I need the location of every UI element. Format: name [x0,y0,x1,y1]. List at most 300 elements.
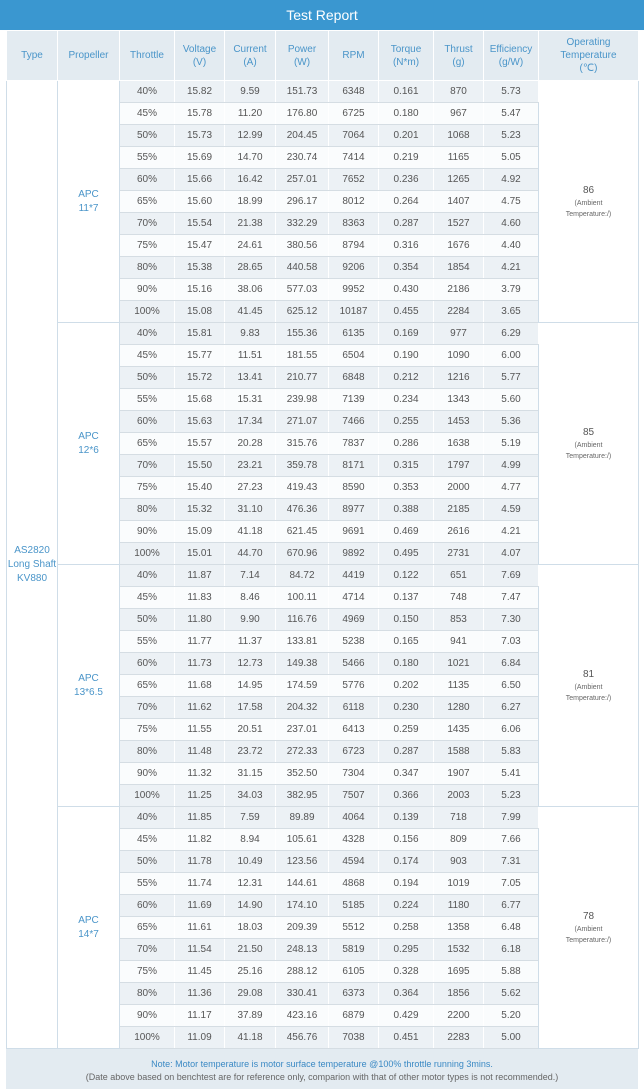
current-cell: 31.10 [225,499,276,521]
col-header-rpm: RPM [329,31,379,81]
throttle-cell: 90% [120,763,175,785]
torque-cell: 0.219 [379,147,434,169]
footnote [6,1049,638,1089]
voltage-cell: 11.17 [175,1005,225,1027]
col-header-thrust: Thrust (g) [434,31,484,81]
current-cell: 21.50 [225,939,276,961]
efficiency-cell: 4.92 [484,169,539,191]
propeller-cell: APC 14*7 [58,807,120,1049]
power-cell: 625.12 [276,301,329,323]
throttle-cell: 60% [120,411,175,433]
throttle-cell: 40% [120,807,175,829]
current-cell: 8.94 [225,829,276,851]
current-cell: 9.90 [225,609,276,631]
voltage-cell: 11.87 [175,565,225,587]
voltage-cell: 11.36 [175,983,225,1005]
thrust-cell: 1090 [434,345,484,367]
efficiency-cell: 6.00 [484,345,539,367]
current-cell: 10.49 [225,851,276,873]
col-header-efficiency: Efficiency (g/W) [484,31,539,81]
power-cell: 315.76 [276,433,329,455]
current-cell: 13.41 [225,367,276,389]
voltage-cell: 15.69 [175,147,225,169]
torque-cell: 0.190 [379,345,434,367]
power-cell: 359.78 [276,455,329,477]
thrust-cell: 1165 [434,147,484,169]
efficiency-cell: 7.66 [484,829,539,851]
rpm-cell: 10187 [329,301,379,323]
current-cell: 31.15 [225,763,276,785]
table-row [7,565,639,587]
thrust-cell: 2284 [434,301,484,323]
efficiency-cell: 4.77 [484,477,539,499]
power-cell: 176.80 [276,103,329,125]
motor-type-cell: AS2820 Long Shaft KV880 [7,81,58,1049]
torque-cell: 0.201 [379,125,434,147]
rpm-cell: 8590 [329,477,379,499]
torque-cell: 0.156 [379,829,434,851]
voltage-cell: 11.45 [175,961,225,983]
efficiency-cell: 5.23 [484,785,539,807]
power-cell: 105.61 [276,829,329,851]
torque-cell: 0.353 [379,477,434,499]
power-cell: 174.59 [276,675,329,697]
efficiency-cell: 5.47 [484,103,539,125]
voltage-cell: 15.73 [175,125,225,147]
throttle-cell: 45% [120,103,175,125]
current-cell: 27.23 [225,477,276,499]
rpm-cell: 9691 [329,521,379,543]
voltage-cell: 15.54 [175,213,225,235]
current-cell: 11.20 [225,103,276,125]
current-cell: 7.59 [225,807,276,829]
throttle-cell: 50% [120,609,175,631]
efficiency-cell: 6.84 [484,653,539,675]
voltage-cell: 11.80 [175,609,225,631]
torque-cell: 0.316 [379,235,434,257]
current-cell: 41.45 [225,301,276,323]
power-cell: 670.96 [276,543,329,565]
throttle-cell: 80% [120,983,175,1005]
operating-temperature-cell [539,807,639,1049]
voltage-cell: 11.77 [175,631,225,653]
efficiency-cell: 6.27 [484,697,539,719]
rpm-cell: 6725 [329,103,379,125]
power-cell: 272.33 [276,741,329,763]
torque-cell: 0.366 [379,785,434,807]
col-header-temperature: Operating Temperature (℃) [539,31,639,81]
voltage-cell: 15.82 [175,81,225,103]
propeller-cell: APC 11*7 [58,81,120,323]
power-cell: 332.29 [276,213,329,235]
throttle-cell: 60% [120,169,175,191]
thrust-cell: 2200 [434,1005,484,1027]
current-cell: 44.70 [225,543,276,565]
efficiency-cell: 3.65 [484,301,539,323]
voltage-cell: 15.09 [175,521,225,543]
ambient-temperature-note: (Ambient Temperature:/) [565,683,612,702]
torque-cell: 0.137 [379,587,434,609]
thrust-cell: 903 [434,851,484,873]
current-cell: 16.42 [225,169,276,191]
col-header-propeller: Propeller [58,31,120,81]
torque-cell: 0.264 [379,191,434,213]
current-cell: 17.34 [225,411,276,433]
throttle-cell: 70% [120,213,175,235]
torque-cell: 0.150 [379,609,434,631]
current-cell: 11.37 [225,631,276,653]
thrust-cell: 1019 [434,873,484,895]
torque-cell: 0.224 [379,895,434,917]
voltage-cell: 11.25 [175,785,225,807]
efficiency-cell: 7.47 [484,587,539,609]
power-cell: 621.45 [276,521,329,543]
voltage-cell: 15.08 [175,301,225,323]
power-cell: 230.74 [276,147,329,169]
table-row [7,323,639,345]
rpm-cell: 6723 [329,741,379,763]
voltage-cell: 15.57 [175,433,225,455]
voltage-cell: 15.40 [175,477,225,499]
rpm-cell: 7304 [329,763,379,785]
efficiency-cell: 5.20 [484,1005,539,1027]
thrust-cell: 1453 [434,411,484,433]
efficiency-cell: 5.05 [484,147,539,169]
voltage-cell: 11.83 [175,587,225,609]
current-cell: 12.99 [225,125,276,147]
power-cell: 419.43 [276,477,329,499]
voltage-cell: 15.16 [175,279,225,301]
torque-cell: 0.495 [379,543,434,565]
rpm-cell: 7837 [329,433,379,455]
voltage-cell: 11.09 [175,1027,225,1049]
torque-cell: 0.234 [379,389,434,411]
throttle-cell: 100% [120,785,175,807]
efficiency-cell: 4.07 [484,543,539,565]
thrust-cell: 1797 [434,455,484,477]
efficiency-cell: 5.19 [484,433,539,455]
current-cell: 14.90 [225,895,276,917]
torque-cell: 0.259 [379,719,434,741]
efficiency-cell: 3.79 [484,279,539,301]
efficiency-cell: 6.77 [484,895,539,917]
power-cell: 237.01 [276,719,329,741]
throttle-cell: 55% [120,631,175,653]
throttle-cell: 60% [120,895,175,917]
current-cell: 41.18 [225,1027,276,1049]
torque-cell: 0.180 [379,103,434,125]
current-cell: 21.38 [225,213,276,235]
power-cell: 133.81 [276,631,329,653]
torque-cell: 0.287 [379,213,434,235]
rpm-cell: 8171 [329,455,379,477]
thrust-cell: 853 [434,609,484,631]
torque-cell: 0.122 [379,565,434,587]
throttle-cell: 65% [120,675,175,697]
power-cell: 577.03 [276,279,329,301]
thrust-cell: 1407 [434,191,484,213]
footnote-line-2: (Date above based on benchtest are for reference only, comparion with that of other motor types is not recommended.) [85,1072,559,1082]
rpm-cell: 7466 [329,411,379,433]
power-cell: 288.12 [276,961,329,983]
voltage-cell: 11.85 [175,807,225,829]
throttle-cell: 90% [120,279,175,301]
operating-temperature-cell [539,565,639,807]
power-cell: 89.89 [276,807,329,829]
power-cell: 116.76 [276,609,329,631]
torque-cell: 0.469 [379,521,434,543]
rpm-cell: 6413 [329,719,379,741]
efficiency-cell: 7.30 [484,609,539,631]
voltage-cell: 11.73 [175,653,225,675]
thrust-cell: 1265 [434,169,484,191]
col-header-type: Type [7,31,58,81]
current-cell: 29.08 [225,983,276,1005]
voltage-cell: 11.74 [175,873,225,895]
efficiency-cell: 5.88 [484,961,539,983]
throttle-cell: 40% [120,323,175,345]
throttle-cell: 60% [120,653,175,675]
throttle-cell: 40% [120,565,175,587]
power-cell: 100.11 [276,587,329,609]
rpm-cell: 7652 [329,169,379,191]
thrust-cell: 1638 [434,433,484,455]
thrust-cell: 809 [434,829,484,851]
throttle-cell: 70% [120,697,175,719]
efficiency-cell: 4.21 [484,521,539,543]
throttle-cell: 65% [120,433,175,455]
rpm-cell: 4064 [329,807,379,829]
rpm-cell: 4328 [329,829,379,851]
rpm-cell: 6118 [329,697,379,719]
torque-cell: 0.194 [379,873,434,895]
voltage-cell: 11.78 [175,851,225,873]
power-cell: 248.13 [276,939,329,961]
col-header-voltage: Voltage (V) [175,31,225,81]
throttle-cell: 80% [120,499,175,521]
voltage-cell: 11.61 [175,917,225,939]
rpm-cell: 5238 [329,631,379,653]
ambient-temperature-note: (Ambient Temperature:/) [565,199,612,218]
torque-cell: 0.286 [379,433,434,455]
footnote-line-1: Note: Motor temperature is motor surface temperature @100% throttle running 3mins. [151,1059,493,1069]
rpm-cell: 4969 [329,609,379,631]
current-cell: 9.83 [225,323,276,345]
rpm-cell: 6135 [329,323,379,345]
temperature-value: 85 [582,426,595,438]
voltage-cell: 15.60 [175,191,225,213]
power-cell: 174.10 [276,895,329,917]
operating-temperature-cell [539,323,639,565]
thrust-cell: 2731 [434,543,484,565]
throttle-cell: 50% [120,367,175,389]
current-cell: 14.70 [225,147,276,169]
power-cell: 352.50 [276,763,329,785]
efficiency-cell: 7.69 [484,565,539,587]
rpm-cell: 7414 [329,147,379,169]
current-cell: 20.28 [225,433,276,455]
rpm-cell: 5185 [329,895,379,917]
rpm-cell: 8977 [329,499,379,521]
throttle-cell: 80% [120,741,175,763]
efficiency-cell: 5.23 [484,125,539,147]
power-cell: 151.73 [276,81,329,103]
thrust-cell: 651 [434,565,484,587]
efficiency-cell: 5.60 [484,389,539,411]
thrust-cell: 1527 [434,213,484,235]
col-header-power: Power (W) [276,31,329,81]
efficiency-cell: 5.77 [484,367,539,389]
rpm-cell: 9892 [329,543,379,565]
voltage-cell: 11.62 [175,697,225,719]
rpm-cell: 7139 [329,389,379,411]
temperature-value: 78 [582,910,595,922]
thrust-cell: 870 [434,81,484,103]
throttle-cell: 65% [120,917,175,939]
thrust-cell: 1435 [434,719,484,741]
power-cell: 382.95 [276,785,329,807]
rpm-cell: 9206 [329,257,379,279]
temperature-value: 81 [582,668,595,680]
power-cell: 210.77 [276,367,329,389]
torque-cell: 0.169 [379,323,434,345]
temperature-value: 86 [582,184,595,196]
rpm-cell: 6348 [329,81,379,103]
power-cell: 380.56 [276,235,329,257]
efficiency-cell: 4.21 [484,257,539,279]
rpm-cell: 8363 [329,213,379,235]
rpm-cell: 5776 [329,675,379,697]
efficiency-cell: 4.59 [484,499,539,521]
efficiency-cell: 4.99 [484,455,539,477]
rpm-cell: 5466 [329,653,379,675]
power-cell: 440.58 [276,257,329,279]
power-cell: 204.45 [276,125,329,147]
throttle-cell: 80% [120,257,175,279]
table-row [7,807,639,829]
rpm-cell: 6504 [329,345,379,367]
voltage-cell: 15.63 [175,411,225,433]
throttle-cell: 100% [120,301,175,323]
power-cell: 84.72 [276,565,329,587]
throttle-cell: 40% [120,81,175,103]
ambient-temperature-note: (Ambient Temperature:/) [565,925,612,944]
rpm-cell: 7038 [329,1027,379,1049]
efficiency-cell: 4.75 [484,191,539,213]
torque-cell: 0.347 [379,763,434,785]
power-cell: 123.56 [276,851,329,873]
throttle-cell: 70% [120,455,175,477]
torque-cell: 0.230 [379,697,434,719]
power-cell: 144.61 [276,873,329,895]
report-title: Test Report [0,0,644,30]
torque-cell: 0.455 [379,301,434,323]
torque-cell: 0.315 [379,455,434,477]
current-cell: 8.46 [225,587,276,609]
throttle-cell: 70% [120,939,175,961]
throttle-cell: 100% [120,543,175,565]
efficiency-cell: 5.83 [484,741,539,763]
current-cell: 7.14 [225,565,276,587]
voltage-cell: 15.72 [175,367,225,389]
torque-cell: 0.161 [379,81,434,103]
power-cell: 271.07 [276,411,329,433]
efficiency-cell: 6.29 [484,323,539,345]
thrust-cell: 1216 [434,367,484,389]
voltage-cell: 15.66 [175,169,225,191]
throttle-cell: 45% [120,829,175,851]
throttle-cell: 50% [120,125,175,147]
efficiency-cell: 4.60 [484,213,539,235]
thrust-cell: 1854 [434,257,484,279]
voltage-cell: 11.82 [175,829,225,851]
rpm-cell: 6848 [329,367,379,389]
voltage-cell: 15.32 [175,499,225,521]
col-header-throttle: Throttle [120,31,175,81]
voltage-cell: 15.50 [175,455,225,477]
rpm-cell: 4419 [329,565,379,587]
current-cell: 37.89 [225,1005,276,1027]
rpm-cell: 5512 [329,917,379,939]
throttle-cell: 75% [120,477,175,499]
throttle-cell: 75% [120,719,175,741]
rpm-cell: 9952 [329,279,379,301]
efficiency-cell: 6.18 [484,939,539,961]
thrust-cell: 748 [434,587,484,609]
throttle-cell: 90% [120,521,175,543]
rpm-cell: 6373 [329,983,379,1005]
torque-cell: 0.354 [379,257,434,279]
rpm-cell: 6105 [329,961,379,983]
thrust-cell: 2186 [434,279,484,301]
voltage-cell: 15.77 [175,345,225,367]
power-cell: 204.32 [276,697,329,719]
torque-cell: 0.174 [379,851,434,873]
throttle-cell: 45% [120,345,175,367]
thrust-cell: 1180 [434,895,484,917]
table-body [7,81,639,1049]
voltage-cell: 15.47 [175,235,225,257]
torque-cell: 0.328 [379,961,434,983]
test-report-table [6,30,639,1049]
current-cell: 14.95 [225,675,276,697]
thrust-cell: 977 [434,323,484,345]
efficiency-cell: 7.31 [484,851,539,873]
torque-cell: 0.295 [379,939,434,961]
thrust-cell: 2616 [434,521,484,543]
efficiency-cell: 6.48 [484,917,539,939]
efficiency-cell: 5.00 [484,1027,539,1049]
voltage-cell: 11.48 [175,741,225,763]
torque-cell: 0.139 [379,807,434,829]
power-cell: 476.36 [276,499,329,521]
thrust-cell: 1135 [434,675,484,697]
throttle-cell: 45% [120,587,175,609]
thrust-cell: 718 [434,807,484,829]
torque-cell: 0.180 [379,653,434,675]
col-header-torque: Torque (N*m) [379,31,434,81]
thrust-cell: 1280 [434,697,484,719]
torque-cell: 0.451 [379,1027,434,1049]
efficiency-cell: 5.36 [484,411,539,433]
current-cell: 12.73 [225,653,276,675]
efficiency-cell: 5.73 [484,81,539,103]
current-cell: 11.51 [225,345,276,367]
current-cell: 41.18 [225,521,276,543]
thrust-cell: 2000 [434,477,484,499]
throttle-cell: 55% [120,389,175,411]
throttle-cell: 65% [120,191,175,213]
